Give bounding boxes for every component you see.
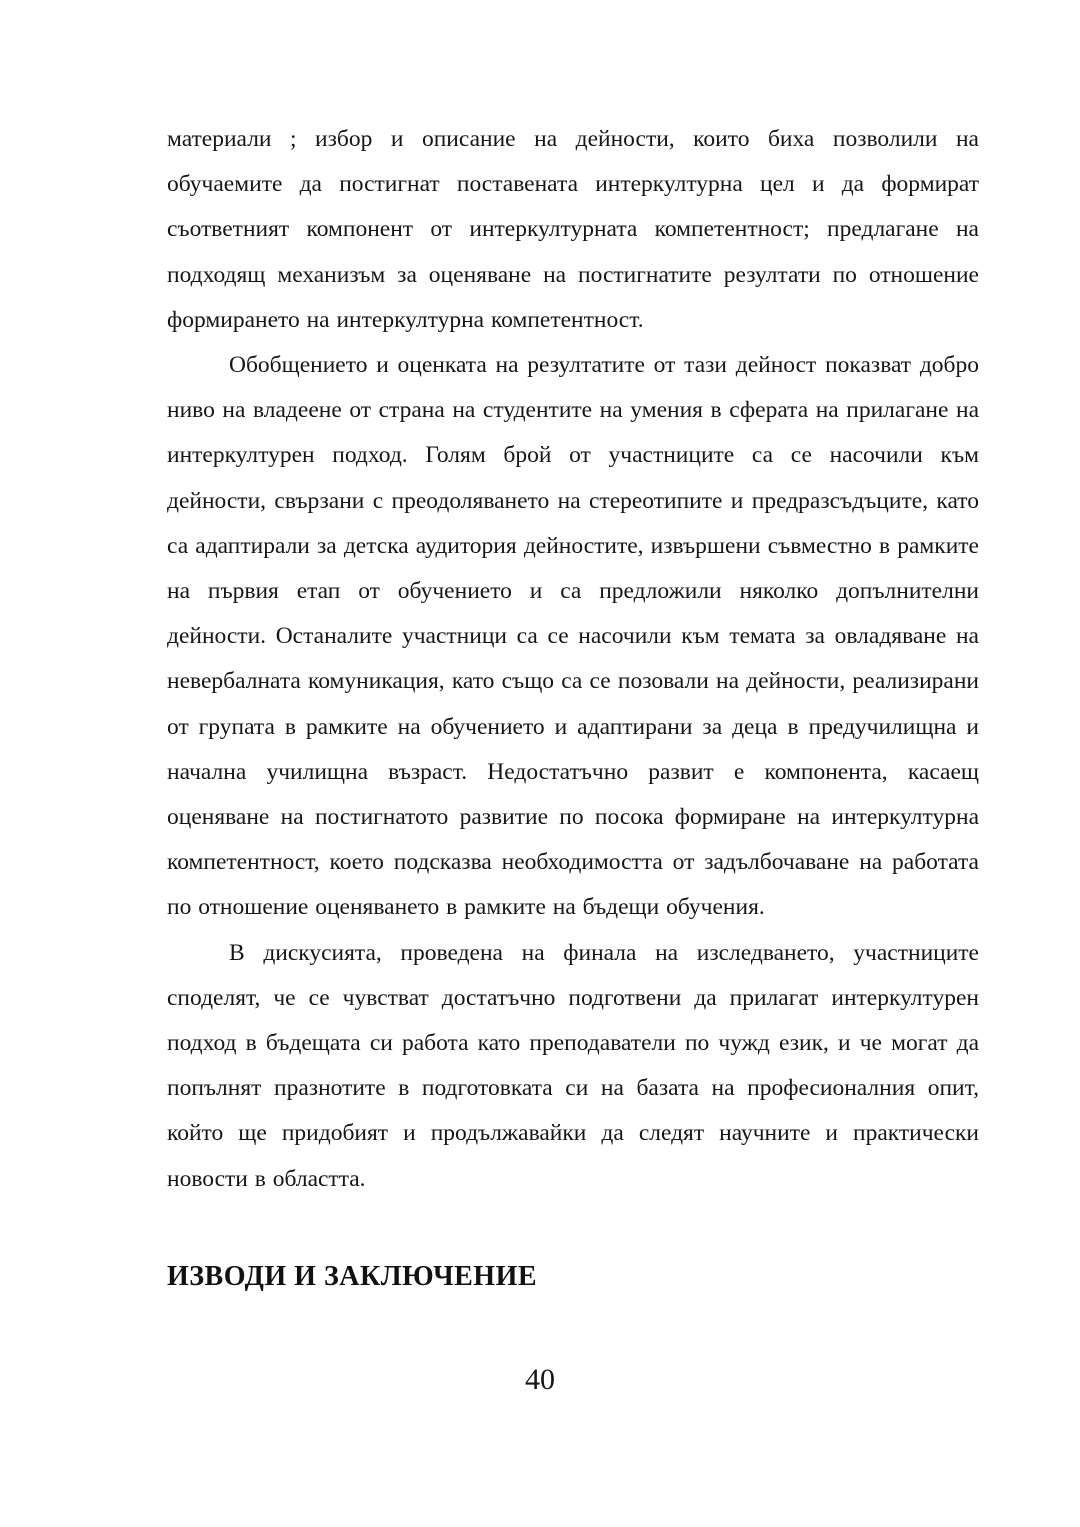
paragraph-discussion: В дискусията, проведена на финала на изследването, участниците споделят, че се чувстват достатъчно подготвени да прилагат интеркултурен подход в бъдещата си работа като преподаватели по чужд език, и че могат да попълнят празнотите в подготовката си на базата на професионалния опит, който ще придобият и продължавайки да следят научните и практически новости в областта. bbox=[167, 939, 979, 1192]
page-body-text bbox=[167, 117, 979, 1202]
paragraph-results-summary: Обобщението и оценката на резултатите от тази дейност показват добро ниво на владеене от страна на студентите на умения в сферата на прилагане на интеркултурен подход. Голям брой от участниците са се насочили към дейности, свързани с преодоляването на стереотипите и предразсъдъците, като са адаптирали за детска аудитория дейностите, извършени съвместно в рамките на първия етап от обучението и са предложили няколко допълнителни дейности. Останалите участници са се насочили към темата за овладяване на невербалната комуникация, като също са се позовали на дейности, реализирани от групата в рамките на обучението и адаптирани за деца в предучилищна и начална училищна възраст. Недостатъчно развит е компонента, касаещ оценяване на постигнатото развитие по посока формиране на интеркултурна компетентност, което подсказва необходимостта от задълбочаване на работата по отношение оценяването в рамките на бъдещи обучения. bbox=[167, 352, 979, 921]
paragraph-continuation: материали ; избор и описание на дейности, които биха позволили на обучаемите да постигнат поставената интеркултурна цел и да формират съответният компонент от интеркултурната компетентност; предлагане на подходящ механизъм за оценяване на постигнатите резултати по отношение формирането на интеркултурна компетентност. bbox=[167, 126, 979, 333]
page-number: 40 bbox=[525, 1363, 555, 1396]
section-heading: ИЗВОДИ И ЗАКЛЮЧЕНИЕ bbox=[167, 1261, 538, 1292]
